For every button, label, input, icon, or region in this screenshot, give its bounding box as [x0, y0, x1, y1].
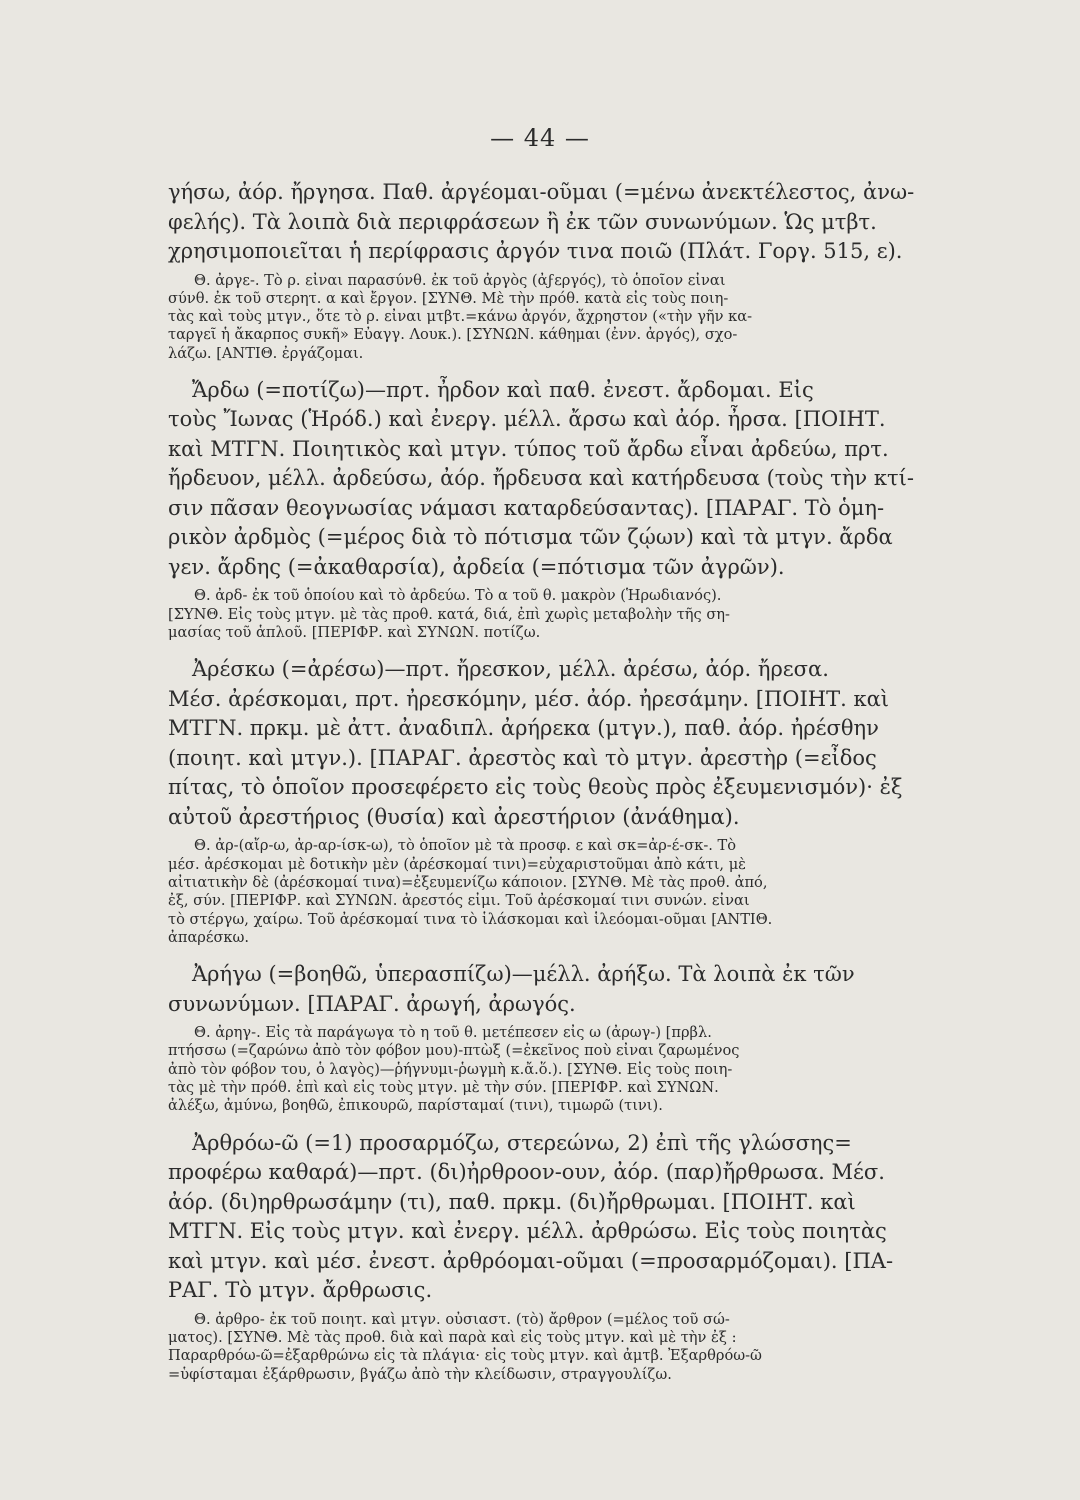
main-line: Ἀρήγω (=βοηθῶ, ὑπερασπίζω)—μέλλ. ἀρήξω. Τὰ λοιπὰ ἐκ τῶν — [192, 962, 855, 987]
entry-etymology-note — [168, 587, 983, 642]
entry-main-text — [168, 1129, 983, 1306]
main-line: Ἀρθρόω-ῶ (=1) προσαρμόζω, στερεώνω, 2) ἐπὶ τῆς γλώσσης= — [192, 1130, 852, 1155]
note-line: τὰς καὶ τοὺς μτγν., ὅτε τὸ ρ. εἶναι μτβτ.=κάνω ἀργόν, ἄχρηστον («τὴν γῆν κα- — [168, 308, 753, 326]
note-line: πτήσσω (=ζαρώνω ἀπὸ τὸν φόβον μου)-πτὼξ (=ἐκεῖνος ποὺ εἶναι ζαρωμένος — [168, 1042, 740, 1060]
dictionary-entry — [168, 178, 983, 363]
main-line: πίτας, τὸ ὁποῖον προσεφέρετο εἰς τοὺς θεοὺς πρὸς ἐξευμενισμόν)· ἐξ — [168, 775, 903, 800]
note-line: Θ. ἀρ-(αἴρ-ω, ἀρ-αρ-ίσκ-ω), τὸ ὁποῖον μὲ τὰ προσφ. ε καὶ σκ=ἀρ-έ-σκ-. Τὸ — [194, 837, 737, 855]
note-line: τὰς μὲ τὴν πρόθ. ἐπὶ καὶ εἰς τοὺς μτγν. μὲ τὴν σύν. [ΠΕΡΙΦΡ. καὶ ΣΥΝΩΝ. — [168, 1079, 719, 1097]
note-line: ἐξ, σύν. [ΠΕΡΙΦΡ. καὶ ΣΥΝΩΝ. ἀρεστός εἰμι. Τοῦ ἀρέσκομαί τινι συνών. εἶναι — [168, 892, 750, 910]
entry-etymology-note — [168, 837, 983, 947]
note-line: Θ. ἀρδ- ἐκ τοῦ ὁποίου καὶ τὸ ἀρδεύω. Τὸ α τοῦ θ. μακρὸν (Ἡρωδιανός). — [194, 587, 722, 605]
dictionary-entry — [168, 1129, 983, 1384]
dictionary-entry — [168, 376, 983, 642]
note-line: σύνθ. ἐκ τοῦ στερητ. α καὶ ἔργον. [ΣΥΝΘ. Μὲ τὴν πρόθ. κατὰ εἰς τοὺς ποιη- — [168, 289, 729, 307]
main-line: Μέσ. ἀρέσκομαι, πρτ. ἠρεσκόμην, μέσ. ἀόρ. ἠρεσάμην. [ΠΟΙΗΤ. καὶ — [168, 686, 889, 711]
main-line: σιν πᾶσαν θεογνωσίας νάμασι καταρδεύσαντας). [ΠΑΡΑΓ. Τὸ ὁμη- — [168, 495, 885, 520]
entry-etymology-note — [168, 1024, 983, 1115]
main-line: συνωνύμων. [ΠΑΡΑΓ. ἀρωγή, ἀρωγός. — [168, 991, 576, 1016]
page-number: — 44 — — [490, 124, 590, 152]
entry-main-text — [168, 376, 983, 583]
main-line: προφέρω καθαρά)—πρτ. (δι)ἠρθροον-ουν, ἀόρ. (παρ)ἤρθρωσα. Μέσ. — [168, 1160, 885, 1185]
main-line: αὐτοῦ ἀρεστήριος (θυσία) καὶ ἀρεστήριον (ἀνάθημα). — [168, 804, 740, 829]
note-line: =ὑφίσταμαι ἐξάρθρωσιν, βγάζω ἀπὸ τὴν κλείδωσιν, στραγγουλίζω. — [168, 1365, 672, 1383]
note-line: Θ. ἀρθρο- ἐκ τοῦ ποιητ. καὶ μτγν. οὐσιαστ. (τὸ) ἄρθρον (=μέλος τοῦ σώ- — [194, 1310, 730, 1328]
main-line: γήσω, ἀόρ. ἤργησα. Παθ. ἀργέομαι-οῦμαι (=μένω ἀνεκτέλεστος, ἀνω- — [168, 180, 915, 204]
main-line: γεν. ἄρδης (=ἀκαθαρσία), ἀρδεία (=πότισμα τῶν ἀγρῶν). — [168, 554, 785, 579]
note-line: λάζω. [ΑΝΤΙΘ. ἐργάζομαι. — [168, 344, 364, 362]
dictionary-entry — [168, 655, 983, 947]
entry-etymology-note — [168, 1311, 983, 1384]
main-line: Ἀρέσκω (=ἀρέσω)—πρτ. ἤρεσκον, μέλλ. ἀρέσω, ἀόρ. ἤρεσα. — [192, 657, 829, 682]
page-content — [168, 178, 983, 1384]
note-line: Παραρθρόω-ῶ=ἐξαρθρώνω εἰς τὰ πλάγια· εἰς τοὺς μτγν. καὶ ἀμτβ. Ἐξαρθρόω-ῶ — [168, 1347, 762, 1365]
note-line: ἀλέξω, ἀμύνω, βοηθῶ, ἐπικουρῶ, παρίσταμαί (τινι), τιμωρῶ (τινι). — [168, 1097, 663, 1115]
main-line: καὶ ΜΤΓΝ. Ποιητικὸς καὶ μτγν. τύπος τοῦ ἄρδω εἶναι ἀρδεύω, πρτ. — [168, 436, 889, 461]
main-line: ἀόρ. (δι)ηρθρωσάμην (τι), παθ. πρκμ. (δι)ἤρθρωμαι. [ΠΟΙΗΤ. καὶ — [168, 1189, 856, 1214]
note-line: Θ. ἀργε-. Τὸ ρ. εἶναι παρασύνθ. ἐκ τοῦ ἀργὸς (ἀϝεργός), τὸ ὁποῖον εἶναι — [194, 271, 726, 289]
note-line: τὸ στέργω, χαίρω. Τοῦ ἀρέσκομαί τινα τὸ ἱλάσκομαι καὶ ἱλεόομαι-οῦμαι [ΑΝΤΙΘ. — [168, 910, 773, 928]
entry-main-text — [168, 655, 983, 832]
main-line: ΡΑΓ. Τὸ μτγν. ἄρθρωσις. — [168, 1278, 433, 1303]
main-line: χρησιμοποιεῖται ἡ περίφρασις ἀργόν τινα ποιῶ (Πλάτ. Γοργ. 515, ε). — [168, 239, 903, 263]
main-line: ἤρδευον, μέλλ. ἀρδεύσω, ἀόρ. ἤρδευσα καὶ κατήρδευσα (τοὺς τὴν κτί- — [168, 466, 914, 491]
note-line: ματος). [ΣΥΝΘ. Μὲ τὰς προθ. διὰ καὶ παρὰ καὶ εἰς τοὺς μτγν. καὶ μὲ τὴν ἐξ : — [168, 1328, 737, 1346]
note-line: Θ. ἀρηγ-. Εἰς τὰ παράγωγα τὸ η τοῦ θ. μετέπεσεν εἰς ω (ἀρωγ-) [πρβλ. — [194, 1024, 712, 1042]
main-line: τοὺς Ἴωνας (Ἡρόδ.) καὶ ἐνεργ. μέλλ. ἄρσω καὶ ἀόρ. ἦρσα. [ΠΟΙΗΤ. — [168, 407, 886, 432]
note-line: μέσ. ἀρέσκομαι μὲ δοτικὴν μὲν (ἀρέσκομαί τινι)=εὐχαριστοῦμαι ἀπὸ κάτι, μὲ — [168, 855, 747, 873]
note-line: αἰτιατικὴν δὲ (ἀρέσκομαί τινα)=ἐξευμενίζω κάποιον. [ΣΥΝΘ. Μὲ τὰς προθ. ἀπό, — [168, 873, 768, 891]
main-line: φελής). Τὰ λοιπὰ διὰ περιφράσεων ἢ ἐκ τῶν συνωνύμων. Ὡς μτβτ. — [168, 209, 877, 234]
main-line: ρικὸν ἀρδμὸς (=μέρος διὰ τὸ πότισμα τῶν ζῴων) καὶ τὰ μτγν. ἄρδα — [168, 525, 893, 550]
main-line: καὶ μτγν. καὶ μέσ. ἐνεστ. ἀρθρόομαι-οῦμαι (=προσαρμόζομαι). [ΠΑ- — [168, 1248, 894, 1273]
main-line: (ποιητ. καὶ μτγν.). [ΠΑΡΑΓ. ἀρεστὸς καὶ τὸ μτγν. ἀρεστὴρ (=εἶδος — [168, 745, 877, 770]
note-line: ἀπὸ τὸν φόβον του, ὁ λαγὸς)—ῥήγνυμι-ῥωγμὴ κ.ἄ.ὅ.). [ΣΥΝΘ. Εἰς τοὺς ποιη- — [168, 1060, 733, 1078]
entry-main-text — [168, 960, 983, 1019]
entry-etymology-note — [168, 272, 983, 363]
entry-main-text — [168, 178, 983, 267]
note-line: ταργεῖ ἡ ἄκαρπος συκῆ» Εὐαγγ. Λουκ.). [ΣΥΝΩΝ. κάθημαι (ἐνν. ἀργός), σχο- — [168, 326, 738, 344]
note-line: μασίας τοῦ ἁπλοῦ. [ΠΕΡΙΦΡ. καὶ ΣΥΝΩΝ. ποτίζω. — [168, 624, 541, 642]
main-line: Ἄρδω (=ποτίζω)—πρτ. ἦρδον καὶ παθ. ἐνεστ. ἄρδομαι. Εἰς — [192, 377, 814, 402]
note-line: [ΣΥΝΘ. Εἰς τοὺς μτγν. μὲ τὰς προθ. κατά, διά, ἐπὶ χωρὶς μεταβολὴν τῆς ση- — [168, 605, 730, 623]
note-line: ἀπαρέσκω. — [168, 928, 250, 946]
dictionary-entry — [168, 960, 983, 1115]
main-line: ΜΤΓΝ. Εἰς τοὺς μτγν. καὶ ἐνεργ. μέλλ. ἀρθρώσω. Εἰς τοὺς ποιητὰς — [168, 1219, 887, 1244]
main-line: ΜΤΓΝ. πρκμ. μὲ ἀττ. ἀναδιπλ. ἀρήρεκα (μτγν.), παθ. ἀόρ. ἠρέσθην — [168, 716, 879, 741]
